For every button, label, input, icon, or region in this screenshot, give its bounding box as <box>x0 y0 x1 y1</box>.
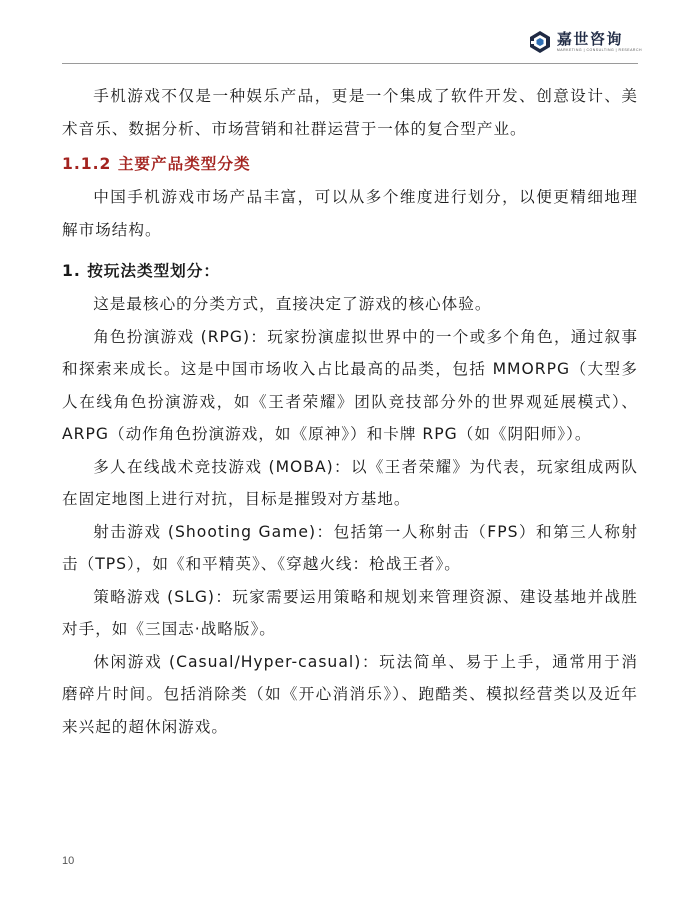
rpg-paragraph: 角色扮演游戏 (RPG)：玩家扮演虚拟世界中的一个或多个角色，通过叙事和探索来成长。这是中国市场收入占比最高的品类，包括 MMORPG（大型多人在线角色扮演游戏，如《王者荣耀》团队竞技部分外的世界观延展模式）、ARPG（动作角色扮演游戏，如《原神》）和卡牌 RPG（如《阴阳师》）。 <box>62 327 638 443</box>
jiashi-logo-icon <box>528 30 552 54</box>
section-heading: 1.1.2 主要产品类型分类 <box>62 155 251 173</box>
casual-paragraph: 休闲游戏 (Casual/Hyper-casual)：玩法简单、易于上手，通常用于消磨碎片时间。包括消除类（如《开心消消乐》）、跑酷类、模拟经营类以及近年来兴起的超休闲游戏。 <box>62 652 638 736</box>
moba-paragraph: 多人在线战术竞技游戏 (MOBA)：以《王者荣耀》为代表，玩家组成两队在固定地图上进行对抗，目标是摧毁对方基地。 <box>62 457 638 508</box>
logo-tagline: MARKETING | CONSULTING | RESEARCH <box>556 48 642 52</box>
subsection-heading: 1. 按玩法类型划分： <box>62 262 220 280</box>
shooting-paragraph: 射击游戏 (Shooting Game)：包括第一人称射击（FPS）和第三人称射击（TPS），如《和平精英》、《穿越火线：枪战王者》。 <box>62 522 638 573</box>
body-paragraph: 这是最核心的分类方式，直接决定了游戏的核心体验。 <box>93 295 492 313</box>
document-body <box>62 80 638 743</box>
intro-paragraph: 手机游戏不仅是一种娱乐产品，更是一个集成了软件开发、创意设计、美术音乐、数据分析、市场营销和社群运营于一体的复合型产业。 <box>62 87 638 138</box>
company-logo <box>528 30 642 54</box>
header-divider <box>62 63 638 64</box>
section-intro-paragraph: 中国手机游戏市场产品丰富，可以从多个维度进行划分，以便更精细地理解市场结构。 <box>62 188 638 239</box>
page-header <box>0 0 700 64</box>
slg-paragraph: 策略游戏 (SLG)：玩家需要运用策略和规划来管理资源、建设基地并战胜对手，如《三国志·战略版》。 <box>62 587 638 638</box>
page-number: 10 <box>62 855 75 867</box>
logo-wordmark: 嘉世咨询 <box>556 30 623 48</box>
